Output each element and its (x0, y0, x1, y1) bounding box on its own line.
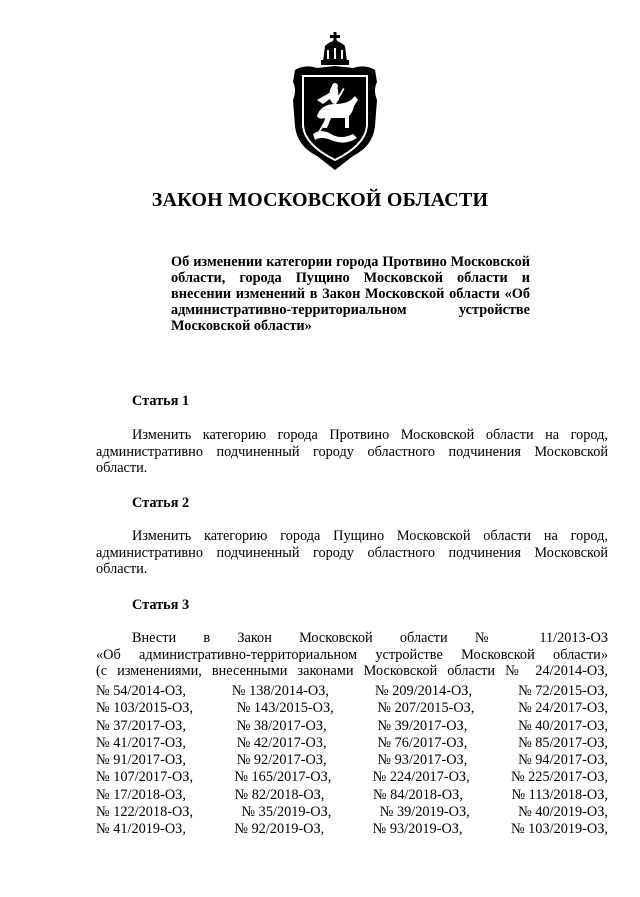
law-reference: № 42/2017-ОЗ, (236, 734, 327, 751)
law-reference-row (96, 700, 608, 717)
law-reference: № 82/2018-ОЗ, (234, 786, 325, 803)
law-reference: № 37/2017-ОЗ, (96, 717, 186, 734)
law-reference: № 35/2019-ОЗ, (241, 804, 332, 821)
law-reference: № 224/2017-ОЗ, (372, 769, 470, 786)
law-reference: № 113/2018-ОЗ, (511, 786, 608, 803)
article-2-text: Изменить категорию города Пущино Московской области на город, административно подчиненный городу областного подчинения Московской области. (96, 528, 608, 577)
law-reference: № 38/2017-ОЗ, (236, 717, 327, 734)
article-1-heading: Статья 1 (132, 393, 190, 409)
law-reference: № 72/2015-ОЗ, (518, 683, 608, 699)
article-3-intro (96, 630, 608, 680)
law-reference: № 39/2019-ОЗ, (379, 804, 470, 821)
law-reference-row (96, 735, 608, 752)
law-reference: № 91/2017-ОЗ, (96, 752, 186, 769)
law-reference-row (96, 683, 608, 700)
moscow-oblast-coat-of-arms-icon (287, 30, 383, 178)
law-reference: № 41/2017-ОЗ, (96, 734, 186, 751)
law-reference: № 92/2019-ОЗ, (234, 821, 325, 838)
law-reference: № 39/2017-ОЗ, (377, 717, 468, 734)
law-reference-row (96, 821, 608, 838)
law-reference: № 225/2017-ОЗ, (510, 769, 608, 786)
law-reference-row (96, 718, 608, 735)
article-3-intro-line: (с изменениями, внесенными законами Московской области № 24/2014-ОЗ, (96, 663, 608, 679)
law-reference: № 92/2017-ОЗ, (236, 752, 327, 769)
law-reference: № 94/2017-ОЗ, (518, 752, 608, 769)
law-reference: № 54/2014-ОЗ, (96, 683, 186, 699)
law-reference: № 143/2015-ОЗ, (236, 700, 334, 717)
article-2-heading: Статья 2 (132, 495, 190, 511)
article-1-text: Изменить категорию города Протвино Московской области на город, административно подчиненный городу областного подчинения Московской области. (96, 427, 608, 476)
law-reference-list (96, 683, 608, 839)
law-reference: № 107/2017-ОЗ, (96, 769, 194, 786)
law-reference: № 40/2017-ОЗ, (518, 717, 608, 734)
law-reference: № 165/2017-ОЗ, (234, 769, 332, 786)
law-reference: № 84/2018-ОЗ, (372, 786, 463, 803)
law-reference-row (96, 769, 608, 786)
law-reference: № 24/2017-ОЗ, (518, 700, 608, 717)
article-3-intro-line: «Об административно-территориальном устройстве Московской области» (96, 646, 608, 663)
law-reference: № 17/2018-ОЗ, (96, 786, 186, 803)
law-reference: № 76/2017-ОЗ, (377, 734, 468, 751)
law-reference: № 93/2017-ОЗ, (377, 752, 468, 769)
law-reference: № 93/2019-ОЗ, (372, 821, 463, 838)
law-reference: № 85/2017-ОЗ, (518, 734, 608, 751)
law-reference: № 138/2014-ОЗ, (231, 683, 329, 699)
article-3-intro-line: Внести в Закон Московской области № 11/2013-ОЗ (132, 630, 608, 646)
law-reference: № 122/2018-ОЗ, (96, 804, 194, 821)
document-subtitle: Об изменении категории города Протвино Московской области, города Пущино Московской области и внесении изменений в Закон Московской области «Об административно-территориальном устройстве Московской области» (171, 254, 530, 334)
law-reference: № 40/2019-ОЗ, (518, 804, 608, 821)
law-reference: № 103/2015-ОЗ, (96, 700, 194, 717)
law-reference-row (96, 804, 608, 821)
law-reference-row (96, 787, 608, 804)
law-reference: № 209/2014-ОЗ, (375, 683, 473, 699)
law-reference: № 41/2019-ОЗ, (96, 821, 186, 838)
law-reference: № 207/2015-ОЗ, (377, 700, 475, 717)
document-title: ЗАКОН МОСКОВСКОЙ ОБЛАСТИ (151, 189, 489, 211)
law-reference-row (96, 752, 608, 769)
article-3-heading: Статья 3 (132, 597, 190, 613)
law-reference: № 103/2019-ОЗ, (510, 821, 608, 838)
